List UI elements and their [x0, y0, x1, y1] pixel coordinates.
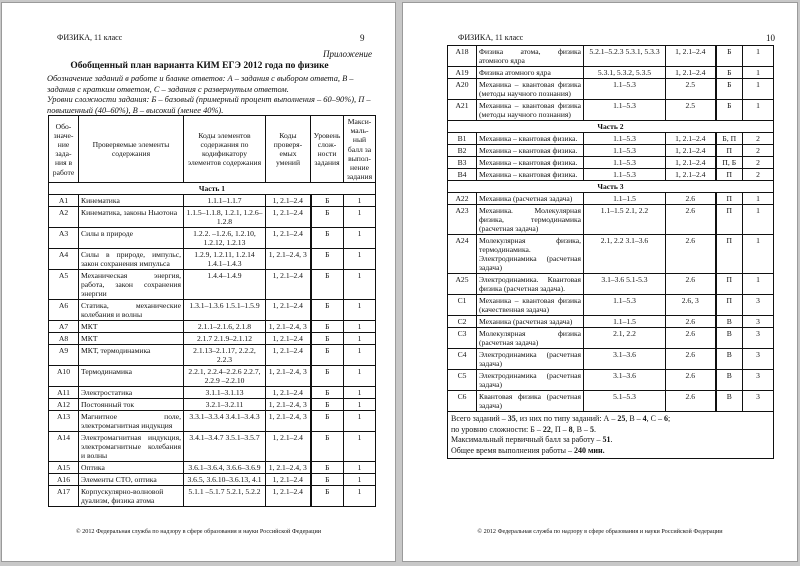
difficulty-level: Б: [716, 79, 743, 100]
max-score: 1: [743, 46, 774, 67]
skill-codes: 1, 2.1–2.4, 3: [266, 462, 311, 474]
content-codes: 1.1–1.5: [584, 193, 666, 205]
task-id: A24: [448, 235, 477, 274]
task-topic: Электродинамика. Квантовая физика (расчетная задача).: [477, 274, 584, 295]
right-page: [402, 2, 798, 562]
skill-codes: 1, 2.1–2.4, 3: [266, 399, 311, 411]
col-header-score: Макси-маль-ный балл за выпол-нение задания: [344, 116, 376, 183]
difficulty-level: В: [716, 316, 743, 328]
summary-text: , С –: [646, 414, 665, 423]
total-tasks: 35: [507, 414, 516, 423]
exam-plan-table: [48, 115, 376, 507]
left-page: [1, 2, 396, 562]
max-score: 1: [344, 366, 376, 387]
task-topic: Механика – квантовая физика (качественная задача): [477, 295, 584, 316]
content-codes: 5.3.1, 5.3.2, 5.3.5: [584, 67, 666, 79]
skill-codes: 2.6: [666, 235, 716, 274]
col-header-topic: Проверяемые элементы содержания: [79, 116, 184, 183]
max-score: 2: [743, 169, 774, 181]
max-score: 2: [743, 157, 774, 169]
content-codes: 1.1–5.3: [584, 145, 666, 157]
task-topic: Электростатика: [79, 387, 184, 399]
task-id: A12: [49, 399, 79, 411]
task-id: A18: [448, 46, 477, 67]
task-topic: МКТ: [79, 321, 184, 333]
page-number: 9: [360, 33, 365, 43]
task-topic: Механика – квантовая физика.: [477, 133, 584, 145]
content-codes: 3.1.1–3.1.13: [184, 387, 266, 399]
skill-codes: 1, 2.1–2.4, 3: [266, 366, 311, 387]
skill-codes: 2.6: [666, 316, 716, 328]
max-score: 1: [344, 207, 376, 228]
table-row: [49, 462, 376, 474]
table-row: [448, 349, 774, 370]
summary-text: .: [593, 424, 596, 434]
difficulty-level: В: [716, 370, 743, 391]
max-score: 1: [344, 249, 376, 270]
summary-text: , из них по типу заданий: А –: [515, 414, 618, 423]
task-id: A5: [49, 270, 79, 300]
content-codes: 1.1–5.3: [584, 169, 666, 181]
table-row: [49, 411, 376, 432]
task-topic: Элементы СТО, оптика: [79, 474, 184, 486]
content-codes: 1.1–5.3: [584, 79, 666, 100]
difficulty-level: В: [716, 328, 743, 349]
max-score: 3: [743, 295, 774, 316]
content-codes: 1.2.9, 1.2.11, 1.2.14 1.4.1–1.4.3: [184, 249, 266, 270]
table-row: [448, 67, 774, 79]
skill-codes: 1, 2.1–2.4: [666, 67, 716, 79]
task-id: A25: [448, 274, 477, 295]
task-topic: МКТ, термодинамика: [79, 345, 184, 366]
task-id: A22: [448, 193, 477, 205]
task-topic: Термодинамика: [79, 366, 184, 387]
table-row: [49, 333, 376, 345]
count-a: 25: [617, 414, 626, 423]
content-codes: 1.1–1.5 2.1, 2.2: [584, 205, 666, 235]
max-score: 3: [743, 370, 774, 391]
skill-codes: 2.6: [666, 193, 716, 205]
appendix-label: Приложение: [322, 49, 372, 59]
count-c: 6: [664, 414, 669, 423]
table-row: [448, 295, 774, 316]
difficulty-level: Б: [311, 270, 344, 300]
difficulty-level: Б: [311, 474, 344, 486]
task-id: A2: [49, 207, 79, 228]
table-row: [49, 366, 376, 387]
max-score: 3: [743, 328, 774, 349]
max-score: 1: [344, 432, 376, 462]
part-label: Часть 1: [49, 183, 376, 195]
skill-codes: 2.6: [666, 391, 716, 412]
table-row: [448, 193, 774, 205]
difficulty-level: Б: [311, 207, 344, 228]
difficulty-level: Б: [716, 46, 743, 67]
content-codes: 1.1–5.3: [584, 100, 666, 121]
task-id: A19: [448, 67, 477, 79]
task-topic: Оптика: [79, 462, 184, 474]
difficulty-level: Б: [311, 387, 344, 399]
skill-codes: 1, 2.1–2.4: [266, 345, 311, 366]
max-score: 1: [344, 411, 376, 432]
difficulty-level: Б: [311, 333, 344, 345]
task-id: C4: [448, 349, 477, 370]
table-row: [49, 321, 376, 333]
content-codes: 2.2.1, 2.2.4–2.2.6 2.2.7, 2.2.9 –2.2.10: [184, 366, 266, 387]
skill-codes: 2.5: [666, 100, 716, 121]
task-id: A16: [49, 474, 79, 486]
content-codes: 5.1.1 –5.1.7 5.2.1, 5.2.2: [184, 486, 266, 507]
content-codes: 2.1, 2.2 3.1–3.6: [584, 235, 666, 274]
task-id: A6: [49, 300, 79, 321]
skill-codes: 2.5: [666, 79, 716, 100]
table-row: [448, 235, 774, 274]
summary-text: .: [610, 435, 613, 444]
task-id: A4: [49, 249, 79, 270]
task-topic: Электродинамика (расчетная задача): [477, 349, 584, 370]
legend-task-types: Обозначение заданий в работе и бланке ответов: А – задания с выбором ответа, В – задания с кратким ответом, С – задания с развернутым ответом.: [47, 74, 354, 94]
summary-text: , П –: [550, 424, 569, 434]
max-score: 1: [743, 235, 774, 274]
difficulty-level: Б: [311, 195, 344, 207]
task-topic: Механика – квантовая физика.: [477, 145, 584, 157]
task-topic: Молекулярная физика, термодинамика. Электродинамика (расчетная задача): [477, 235, 584, 274]
table-row: [448, 46, 774, 67]
content-codes: 3.1–3.6: [584, 370, 666, 391]
table-row: [448, 169, 774, 181]
task-id: C3: [448, 328, 477, 349]
content-codes: 2.1.13–2.1.17, 2.2.2, 2.2.3: [184, 345, 266, 366]
table-row: [49, 387, 376, 399]
skill-codes: 1, 2.1–2.4: [266, 270, 311, 300]
table-row: [448, 145, 774, 157]
table-row: [448, 391, 774, 412]
task-topic: Силы в природе, импульс, закон сохранения импульса: [79, 249, 184, 270]
content-codes: 1.1–1.5: [584, 316, 666, 328]
max-score: 1: [344, 333, 376, 345]
table-row: [448, 328, 774, 349]
table-row: [49, 474, 376, 486]
col-header-task-id: Обо-значе-ние зада-ния в работе: [49, 116, 79, 183]
task-id: C2: [448, 316, 477, 328]
content-codes: 5.1–5.3: [584, 391, 666, 412]
skill-codes: 1, 2.1–2.4, 3: [266, 249, 311, 270]
difficulty-level: Б: [311, 432, 344, 462]
skill-codes: 1, 2.1–2.4: [266, 387, 311, 399]
task-id: A21: [448, 100, 477, 121]
table-row: [49, 195, 376, 207]
table-row: [448, 79, 774, 100]
task-id: C1: [448, 295, 477, 316]
task-id: A9: [49, 345, 79, 366]
content-codes: 1.3.1–1.3.6 1.5.1–1.5.9: [184, 300, 266, 321]
task-topic: Силы в природе: [79, 228, 184, 249]
difficulty-level: Б: [716, 100, 743, 121]
skill-codes: 1, 2.1–2.4: [266, 333, 311, 345]
table-row: [49, 486, 376, 507]
max-score: 3: [743, 391, 774, 412]
task-topic: Молекулярная физика (расчетная задача): [477, 328, 584, 349]
task-id: A10: [49, 366, 79, 387]
count-b: 4: [642, 414, 647, 423]
task-id: A7: [49, 321, 79, 333]
page-number: 10: [766, 33, 775, 43]
summary-text: по уровню сложности: Б –: [451, 424, 543, 434]
part-row: [448, 181, 774, 193]
task-id: A17: [49, 486, 79, 507]
task-id: C5: [448, 370, 477, 391]
skill-codes: 1, 2.1–2.4: [666, 133, 716, 145]
max-score: 1: [344, 300, 376, 321]
content-codes: 1.1.5–1.1.8, 1.2.1, 1.2.6–1.2.8: [184, 207, 266, 228]
skill-codes: 1, 2.1–2.4, 3: [266, 321, 311, 333]
table-row: [448, 316, 774, 328]
max-score: 1: [344, 387, 376, 399]
task-topic: Механика (расчетная задача): [477, 316, 584, 328]
skill-codes: 2.6: [666, 274, 716, 295]
max-score: 3: [743, 316, 774, 328]
summary-text: Максимальный первичный балл за работу –: [451, 435, 603, 444]
task-topic: Магнитное поле, электромагнитная индукция: [79, 411, 184, 432]
difficulty-level: П: [716, 193, 743, 205]
max-score: 1: [743, 67, 774, 79]
task-topic: Механика – квантовая физика (методы научного познания): [477, 100, 584, 121]
difficulty-level: Б: [311, 249, 344, 270]
content-codes: 5.2.1–5.2.3 5.3.1, 5.3.3: [584, 46, 666, 67]
task-id: A13: [49, 411, 79, 432]
summary-text: Всего заданий –: [451, 414, 508, 423]
content-codes: 3.1–3.6: [584, 349, 666, 370]
max-score: 1: [344, 270, 376, 300]
summary-cell: [448, 412, 774, 459]
difficulty-level: Б, П: [716, 133, 743, 145]
content-codes: 3.3.1–3.3.4 3.4.1–3.4.3: [184, 411, 266, 432]
task-topic: Физика атомного ядра: [477, 67, 584, 79]
task-topic: Физика атома, физика атомного ядра: [477, 46, 584, 67]
skill-codes: 2.6: [666, 370, 716, 391]
table-row: [49, 300, 376, 321]
task-topic: Статика, механические колебания и волны: [79, 300, 184, 321]
difficulty-level: Б: [311, 321, 344, 333]
task-topic: Электромагнитная индукция, электромагнитные колебания и волны: [79, 432, 184, 462]
task-topic: Постоянный ток: [79, 399, 184, 411]
skill-codes: 2.6, 3: [666, 295, 716, 316]
col-header-skills: Коды проверя-емых умений: [266, 116, 311, 183]
task-topic: Кинематика: [79, 195, 184, 207]
max-score: 1: [344, 486, 376, 507]
skill-codes: 1, 2.1–2.4: [266, 474, 311, 486]
level-basic-count: 22: [542, 424, 551, 434]
max-score: 1: [344, 474, 376, 486]
legend-levels: Уровни сложности задания: Б – базовый (примерный процент выполнения – 60–90%), П – повышенный (40–60%), В – высокий (менее 40%).: [47, 95, 371, 115]
copyright-footer: © 2012 Федеральная служба по надзору в сфере образования и науки Российской Федерации: [477, 528, 723, 535]
copyright-footer: © 2012 Федеральная служба по надзору в сфере образования и науки Российской Федерации: [75, 528, 322, 535]
content-codes: 1.1–5.3: [584, 133, 666, 145]
content-codes: 1.1–5.3: [584, 157, 666, 169]
task-id: B3: [448, 157, 477, 169]
task-id: A8: [49, 333, 79, 345]
difficulty-level: Б: [311, 345, 344, 366]
exam-plan-table-continued: [447, 45, 774, 459]
difficulty-level: П: [716, 235, 743, 274]
skill-codes: 1, 2.1–2.4: [266, 195, 311, 207]
task-id: B2: [448, 145, 477, 157]
total-time: 240 мин.: [573, 445, 605, 455]
content-codes: 2.1.1–2.1.6, 2.1.8: [184, 321, 266, 333]
task-topic: Механика (расчетная задача): [477, 193, 584, 205]
max-score: 51: [602, 435, 611, 444]
difficulty-level: Б: [311, 411, 344, 432]
table-row: [448, 274, 774, 295]
skill-codes: 1, 2.1–2.4, 3: [266, 411, 311, 432]
difficulty-level: П, Б: [716, 157, 743, 169]
summary-text: Общее время выполнения работы –: [451, 445, 574, 455]
max-score: 1: [743, 274, 774, 295]
table-row: [49, 399, 376, 411]
content-codes: 3.4.1–3.4.7 3.5.1–3.5.7: [184, 432, 266, 462]
content-codes: 3.2.1–3.2.11: [184, 399, 266, 411]
task-topic: МКТ: [79, 333, 184, 345]
task-topic: Корпускулярно-волновой дуализм, физика атома: [79, 486, 184, 507]
part-row: [448, 121, 774, 133]
task-topic: Механика – квантовая физика.: [477, 169, 584, 181]
task-id: A11: [49, 387, 79, 399]
running-header: ФИЗИКА, 11 класс: [57, 33, 123, 42]
content-codes: 1.1.1–1.1.7: [184, 195, 266, 207]
difficulty-level: Б: [311, 462, 344, 474]
table-header-row: [49, 116, 376, 183]
skill-codes: 1, 2.1–2.4: [666, 157, 716, 169]
table-row: [448, 133, 774, 145]
skill-codes: 1, 2.1–2.4: [266, 228, 311, 249]
content-codes: 3.1–3.6 5.1-5.3: [584, 274, 666, 295]
level-high-count: 5: [589, 424, 594, 434]
max-score: 2: [743, 145, 774, 157]
task-id: A15: [49, 462, 79, 474]
max-score: 1: [743, 205, 774, 235]
task-id: A20: [448, 79, 477, 100]
difficulty-level: В: [716, 391, 743, 412]
table-row: [49, 432, 376, 462]
task-id: A14: [49, 432, 79, 462]
skill-codes: 1, 2.1–2.4: [266, 207, 311, 228]
max-score: 1: [344, 462, 376, 474]
table-row: [49, 228, 376, 249]
difficulty-level: Б: [311, 228, 344, 249]
task-topic: Электродинамика (расчетная задача): [477, 370, 584, 391]
max-score: 1: [344, 345, 376, 366]
difficulty-level: Б: [311, 486, 344, 507]
max-score: 1: [344, 228, 376, 249]
task-id: B1: [448, 133, 477, 145]
skill-codes: 1, 2.1–2.4: [266, 486, 311, 507]
difficulty-level: Б: [716, 67, 743, 79]
skill-codes: 1, 2.1–2.4: [266, 432, 311, 462]
skill-codes: 1, 2.1–2.4: [266, 300, 311, 321]
difficulty-level: Б: [311, 399, 344, 411]
content-codes: 3.6.5, 3.6.10–3.6.13, 4.1: [184, 474, 266, 486]
content-codes: 3.6.1–3.6.4, 3.6.6–3.6.9: [184, 462, 266, 474]
table-row: [49, 207, 376, 228]
col-header-level: Уровень слож-ности задания: [311, 116, 344, 183]
table-row: [448, 370, 774, 391]
skill-codes: 1, 2.1–2.4: [666, 145, 716, 157]
difficulty-level: П: [716, 295, 743, 316]
task-topic: Механическая энергия, работа, закон сохранения энергии: [79, 270, 184, 300]
skill-codes: 1, 2.1–2.4: [666, 169, 716, 181]
table-row: [448, 205, 774, 235]
table-row: [448, 100, 774, 121]
difficulty-level: Б: [311, 300, 344, 321]
task-topic: Кинематика, законы Ньютона: [79, 207, 184, 228]
content-codes: 2.1.7 2.1.9–2.1.12: [184, 333, 266, 345]
part-row: [49, 183, 376, 195]
difficulty-level: П: [716, 205, 743, 235]
content-codes: 2.1, 2.2: [584, 328, 666, 349]
task-id: A3: [49, 228, 79, 249]
summary-text: , В –: [625, 414, 643, 423]
difficulty-level: П: [716, 145, 743, 157]
difficulty-level: П: [716, 274, 743, 295]
skill-codes: 1, 2.1–2.4: [666, 46, 716, 67]
table-row: [49, 345, 376, 366]
difficulty-level: П: [716, 169, 743, 181]
content-codes: 1.1–5.3: [584, 295, 666, 316]
max-score: 1: [743, 79, 774, 100]
skill-codes: 2.6: [666, 328, 716, 349]
col-header-codes: Коды элементов содержания по кодификатору элементов содержания: [184, 116, 266, 183]
part-label: Часть 3: [448, 181, 774, 193]
table-row: [49, 249, 376, 270]
difficulty-level: В: [716, 349, 743, 370]
max-score: 1: [743, 100, 774, 121]
task-id: B4: [448, 169, 477, 181]
task-topic: Механика – квантовая физика.: [477, 157, 584, 169]
difficulty-level: Б: [311, 366, 344, 387]
content-codes: 1.4.4–1.4.9: [184, 270, 266, 300]
level-advanced-count: 8: [568, 424, 573, 434]
skill-codes: 2.6: [666, 205, 716, 235]
task-id: A1: [49, 195, 79, 207]
max-score: 1: [344, 399, 376, 411]
table-row: [49, 270, 376, 300]
task-topic: Квантовая физика (расчетная задача): [477, 391, 584, 412]
summary-text: ;: [668, 414, 671, 423]
max-score: 1: [344, 321, 376, 333]
summary-row: [448, 412, 774, 459]
task-topic: Механика – квантовая физика (методы научного познания): [477, 79, 584, 100]
max-score: 1: [743, 193, 774, 205]
max-score: 2: [743, 133, 774, 145]
running-header: ФИЗИКА, 11 класс: [458, 33, 524, 42]
table-row: [448, 157, 774, 169]
skill-codes: 2.6: [666, 349, 716, 370]
task-id: A23: [448, 205, 477, 235]
max-score: 3: [743, 349, 774, 370]
task-topic: Механика. Молекулярная физика, термодинамика (расчетная задача): [477, 205, 584, 235]
max-score: 1: [344, 195, 376, 207]
document-title: Обобщенный план варианта КИМ ЕГЭ 2012 года по физике: [70, 61, 329, 71]
part-label: Часть 2: [448, 121, 774, 133]
summary-text: , В –: [572, 424, 590, 434]
task-id: C6: [448, 391, 477, 412]
content-codes: 1.2.2. –1.2.6, 1.2.10, 1.2.12, 1.2.13: [184, 228, 266, 249]
